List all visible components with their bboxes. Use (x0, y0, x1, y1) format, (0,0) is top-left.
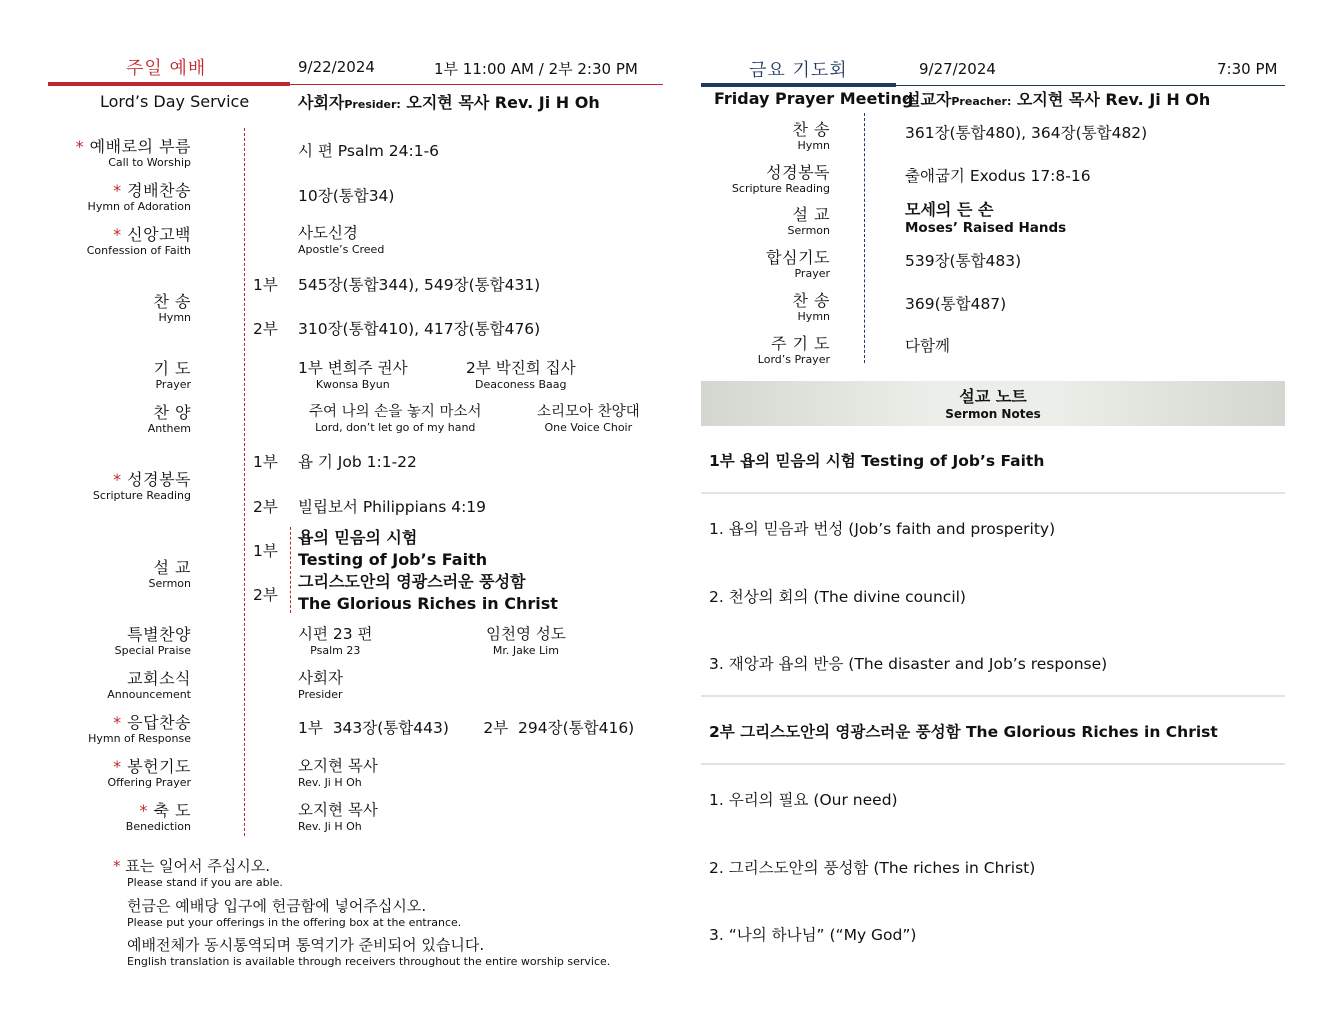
value-confession-of-faith: 사도신경 Apostle’s Creed (298, 224, 385, 256)
sunday-times: 1부 11:00 AM / 2부 2:30 PM (434, 60, 638, 78)
friday-divider (864, 113, 865, 363)
sermon-divider (290, 527, 291, 613)
notes-part2-item: 3. “나의 하나님” (“My God”) (709, 926, 917, 944)
sermon-notes-title: 설교 노트 Sermon Notes (945, 387, 1041, 421)
friday-title: 금요 기도회 (749, 60, 848, 81)
friday-value-sermon: 모세의 든 손 Moses’ Raised Hands (905, 200, 1067, 236)
sunday-subtitle: Lord’s Day Service (100, 92, 250, 111)
friday-value-hymn1: 361장(통합480), 364장(통합482) (905, 124, 1148, 142)
notes-part2-item: 1. 우리의 필요 (Our need) (709, 791, 898, 809)
sermon-part2-label: 2부 (253, 586, 278, 604)
value-sermon-part2: 그리스도안의 영광스러운 풍성함 The Glorious Riches in Christ (298, 572, 558, 613)
value-sermon-part1: 욥의 믿음의 시험 Testing of Job’s Faith (298, 528, 488, 569)
value-hymn-part1: 545장(통합344), 549장(통합431) (298, 276, 541, 294)
friday-header-bar (701, 83, 896, 87)
friday-label-sermon: 설 교 Sermon (787, 205, 830, 237)
note-stand: * 표는 일어서 주십시오. Please stand if you are able. (113, 857, 283, 889)
value-hymn-part2: 310장(통합410), 417장(통합476) (298, 320, 541, 338)
notes-divider (701, 492, 1285, 494)
notes-part2-heading: 2부 그리스도안의 영광스러운 풍성함 The Glorious Riches in Christ (709, 723, 1218, 741)
label-scripture-reading: * 성경봉독 Scripture Reading (92, 470, 191, 502)
value-call-to-worship: 시 편 Psalm 24:1-6 (298, 142, 440, 160)
notes-part1-heading: 1부 욥의 믿음의 시험 Testing of Job’s Faith (709, 452, 1045, 470)
friday-preacher: 설교자Preacher: 오지현 목사 Rev. Ji H Oh (905, 90, 1211, 109)
note-translation: 예배전체가 동시통역되며 통역기가 준비되어 있습니다. English translation is available through receivers throughout the entire worship service. (127, 936, 611, 968)
notes-part1-item: 2. 천상의 회의 (The divine council) (709, 588, 966, 606)
label-special-praise: 특별찬양 Special Praise (114, 625, 191, 657)
friday-label-prayer: 합심기도 Prayer (766, 248, 830, 280)
value-special-singer: 임천영 성도 Mr. Jake Lim (486, 625, 566, 657)
friday-time: 7:30 PM (1217, 60, 1278, 78)
note-offering: 헌금은 예배당 입구에 헌금함에 넣어주십시오. Please put your offerings in the offering box at the entrance. (127, 897, 462, 929)
value-anthem-song: 주여 나의 손을 놓지 마소서 Lord, don’t let go of my hand (309, 404, 482, 434)
notes-divider (701, 695, 1285, 697)
notes-part2-item: 2. 그리스도안의 풍성함 (The riches in Christ) (709, 859, 1036, 877)
scripture-part2-label: 2부 (253, 498, 278, 516)
value-hymn-of-response: 1부 343장(통합443) 2부 294장(통합416) (298, 719, 635, 737)
sunday-divider (244, 128, 245, 836)
sunday-header-line (290, 84, 663, 85)
label-benediction: * 축 도 Benediction (125, 801, 191, 833)
friday-label-hymn2: 찬 송 Hymn (792, 291, 830, 323)
value-prayer-part2: 2부 박진희 집사 Deaconess Baag (466, 359, 576, 391)
value-benediction: 오지현 목사 Rev. Ji H Oh (298, 801, 378, 833)
value-prayer-part1: 1부 변희주 권사 Kwonsa Byun (298, 359, 408, 391)
notes-part1-item: 3. 재앙과 욥의 반응 (The disaster and Job’s response) (709, 655, 1108, 673)
sunday-presider: 사회자Presider: 오지현 목사 Rev. Ji H Oh (298, 93, 600, 112)
notes-divider (701, 763, 1285, 765)
label-anthem: 찬 양 Anthem (147, 403, 191, 435)
notes-part1-item: 1. 욥의 믿음과 번성 (Job’s faith and prosperity) (709, 520, 1056, 538)
label-announcement: 교회소식 Announcement (107, 669, 191, 701)
value-offering-prayer: 오지현 목사 Rev. Ji H Oh (298, 757, 378, 789)
label-sermon: 설 교 Sermon (148, 558, 191, 590)
label-prayer: 기 도 Prayer (153, 359, 191, 391)
label-offering-prayer: * 봉헌기도 Offering Prayer (107, 757, 191, 789)
friday-label-hymn1: 찬 송 Hymn (792, 120, 830, 152)
value-scripture-part1: 욥 기 Job 1:1-22 (298, 453, 417, 471)
friday-value-prayer: 539장(통합483) (905, 252, 1022, 270)
value-anthem-choir: 소리모아 찬양대 One Voice Choir (537, 404, 640, 434)
friday-date: 9/27/2024 (919, 60, 996, 78)
friday-value-scripture: 출애굽기 Exodus 17:8-16 (905, 167, 1091, 185)
value-hymn-of-adoration: 10장(통합34) (298, 187, 395, 205)
sunday-date: 9/22/2024 (298, 58, 375, 76)
scripture-part1-label: 1부 (253, 453, 278, 471)
friday-value-hymn2: 369(통합487) (905, 295, 1007, 313)
friday-header-line (896, 85, 1285, 86)
label-call-to-worship: * 예배로의 부름 Call to Worship (75, 137, 191, 169)
label-hymn-of-response: * 응답찬송 Hymn of Response (88, 713, 191, 745)
hymn-part1-label: 1부 (253, 276, 278, 294)
friday-label-scripture: 성경봉독 Scripture Reading (731, 163, 830, 195)
sunday-title: 주일 예배 (126, 58, 207, 79)
friday-subtitle: Friday Prayer Meeting (714, 89, 914, 108)
sunday-header-bar (48, 82, 290, 86)
friday-label-lords-prayer: 주 기 도 Lord’s Prayer (757, 334, 830, 366)
sermon-part1-label: 1부 (253, 542, 278, 560)
hymn-part2-label: 2부 (253, 320, 278, 338)
friday-value-lords-prayer: 다함께 (905, 337, 950, 355)
value-announcement: 사회자 Presider (298, 669, 343, 701)
label-confession-of-faith: * 신앙고백 Confession of Faith (86, 225, 191, 257)
value-special-psalm: 시편 23 편 Psalm 23 (298, 625, 373, 657)
value-scripture-part2: 빌립보서 Philippians 4:19 (298, 498, 487, 516)
label-hymn-of-adoration: * 경배찬송 Hymn of Adoration (87, 181, 191, 213)
label-hymn: 찬 송 Hymn (153, 292, 191, 324)
